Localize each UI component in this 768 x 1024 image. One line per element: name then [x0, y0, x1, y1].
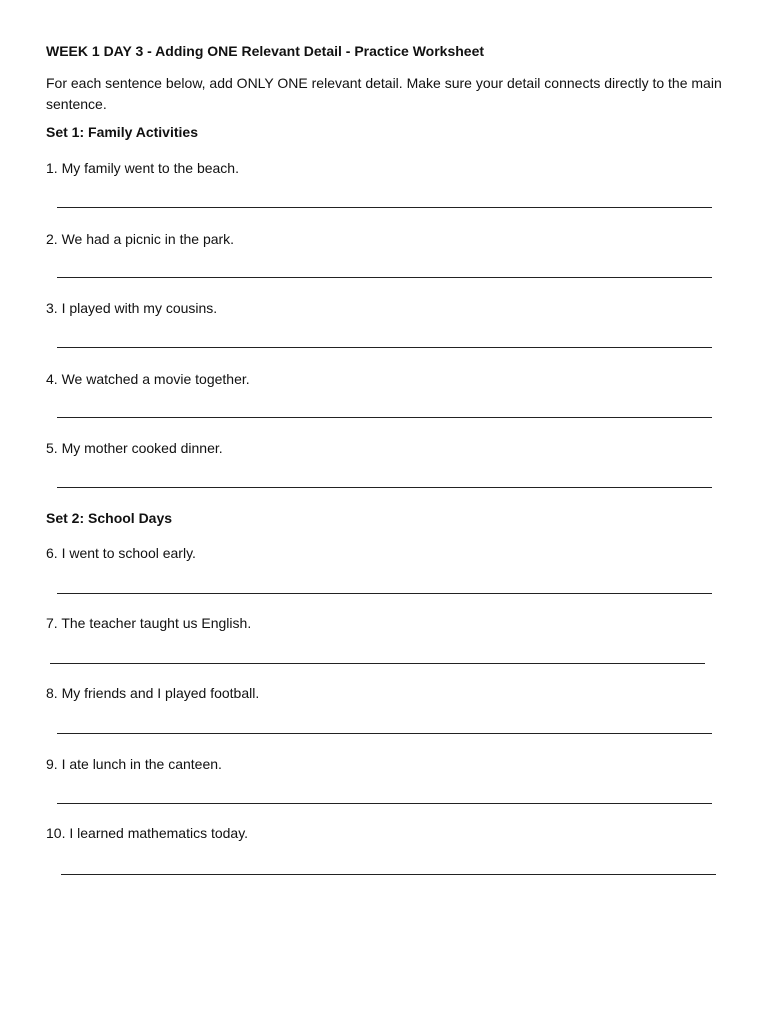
- prompt-10: 10. I learned mathematics today.: [46, 825, 249, 841]
- answer-line-10[interactable]: [61, 874, 716, 875]
- answer-line-4[interactable]: [57, 417, 712, 418]
- prompt-4: 4. We watched a movie together.: [46, 371, 250, 387]
- prompt-2: 2. We had a picnic in the park.: [46, 231, 235, 247]
- prompt-5: 5. My mother cooked dinner.: [46, 440, 223, 456]
- answer-line-8[interactable]: [57, 733, 712, 734]
- answer-line-1[interactable]: [57, 207, 712, 208]
- prompt-6: 6. I went to school early.: [46, 545, 196, 561]
- prompt-3: 3. I played with my cousins.: [46, 300, 218, 316]
- set-heading-family-activities: Set 1: Family Activities: [46, 124, 198, 140]
- answer-line-3[interactable]: [57, 347, 712, 348]
- answer-line-6[interactable]: [57, 593, 712, 594]
- prompt-9: 9. I ate lunch in the canteen.: [46, 756, 222, 772]
- worksheet-instructions: For each sentence below, add ONLY ONE relevant detail. Make sure your detail connects directly to the main sentence.: [46, 75, 722, 112]
- prompt-8: 8. My friends and I played football.: [46, 685, 260, 701]
- answer-line-9[interactable]: [57, 803, 712, 804]
- set-heading-school-days: Set 2: School Days: [46, 510, 173, 526]
- answer-line-5[interactable]: [57, 487, 712, 488]
- worksheet-title: WEEK 1 DAY 3 - Adding ONE Relevant Detail - Practice Worksheet: [46, 43, 485, 59]
- prompt-7: 7. The teacher taught us English.: [46, 615, 252, 631]
- answer-line-2[interactable]: [57, 277, 712, 278]
- prompt-1: 1. My family went to the beach.: [46, 160, 239, 176]
- answer-line-7[interactable]: [50, 663, 705, 664]
